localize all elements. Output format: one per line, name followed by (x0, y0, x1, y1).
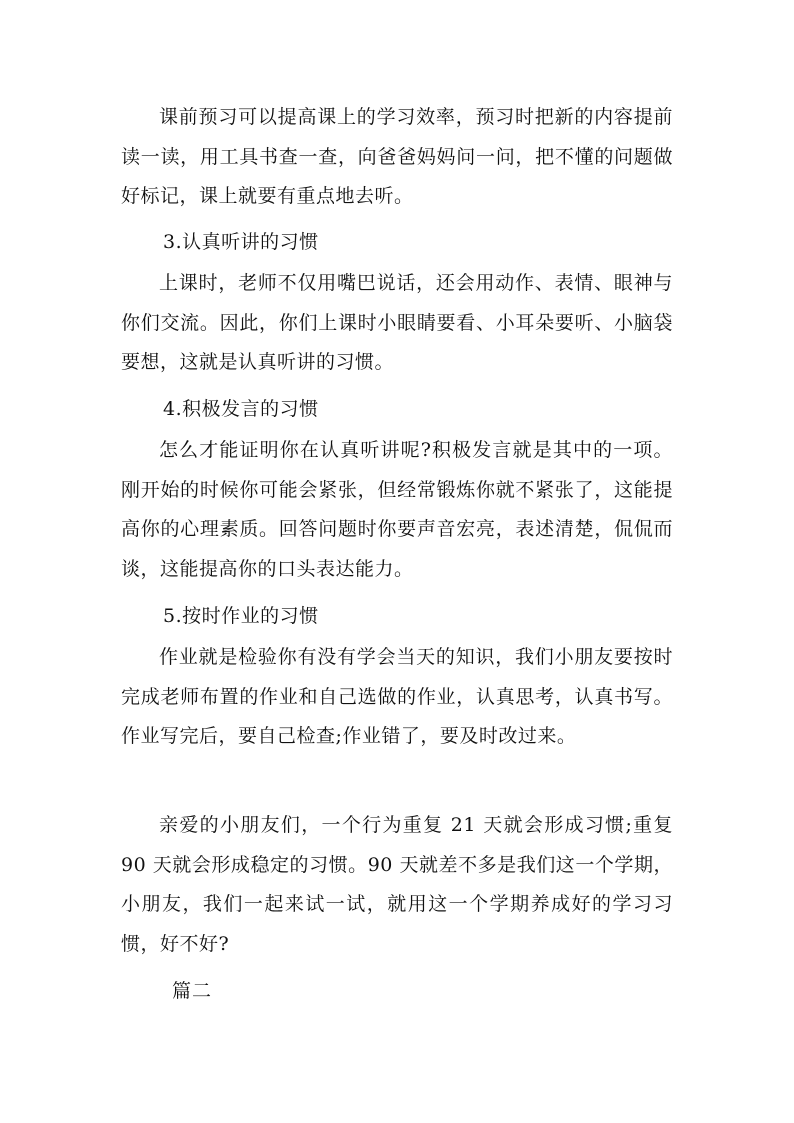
paragraph-speaking: 怎么才能证明你在认真听讲呢?积极发言就是其中的一项。刚开始的时候你可能会紧张，但经常锻炼你就不紧张了，这能提高你的心理素质。回答问题时你要声音宏亮，表述清楚，侃侃而谈，这能提高你的口头表达能力。 (121, 439, 673, 580)
paragraph-listening: 上课时，老师不仅用嘴巴说话，还会用动作、表情、眼神与你们交流。因此，你们上课时小眼睛要看、小耳朵要听、小脑袋要想，这就是认真听讲的习惯。 (121, 272, 673, 373)
section-label: 篇二 (172, 980, 213, 1002)
paragraph-closing: 亲爱的小朋友们，一个行为重复 21 天就会形成习惯;重复 90 天就会形成稳定的习惯。90 天就差不多是我们这一个学期，小朋友，我们一起来试一试，就用这一个学期养成好的学习习惯，好不好? (121, 814, 673, 955)
paragraph-preview: 课前预习可以提高课上的学习效率，预习时把新的内容提前读一读，用工具书查一查，向爸爸妈妈问一问，把不懂的问题做好标记，课上就要有重点地去听。 (121, 106, 673, 207)
paragraph-homework: 作业就是检验你有没有学会当天的知识，我们小朋友要按时完成老师布置的作业和自己选做的作业，认真思考，认真书写。作业写完后，要自己检查;作业错了，要及时改过来。 (121, 646, 673, 747)
heading-speaking-habit: 4.积极发言的习惯 (163, 398, 319, 420)
heading-homework-habit: 5.按时作业的习惯 (163, 605, 319, 627)
heading-listening-habit: 3.认真听讲的习惯 (163, 231, 319, 253)
